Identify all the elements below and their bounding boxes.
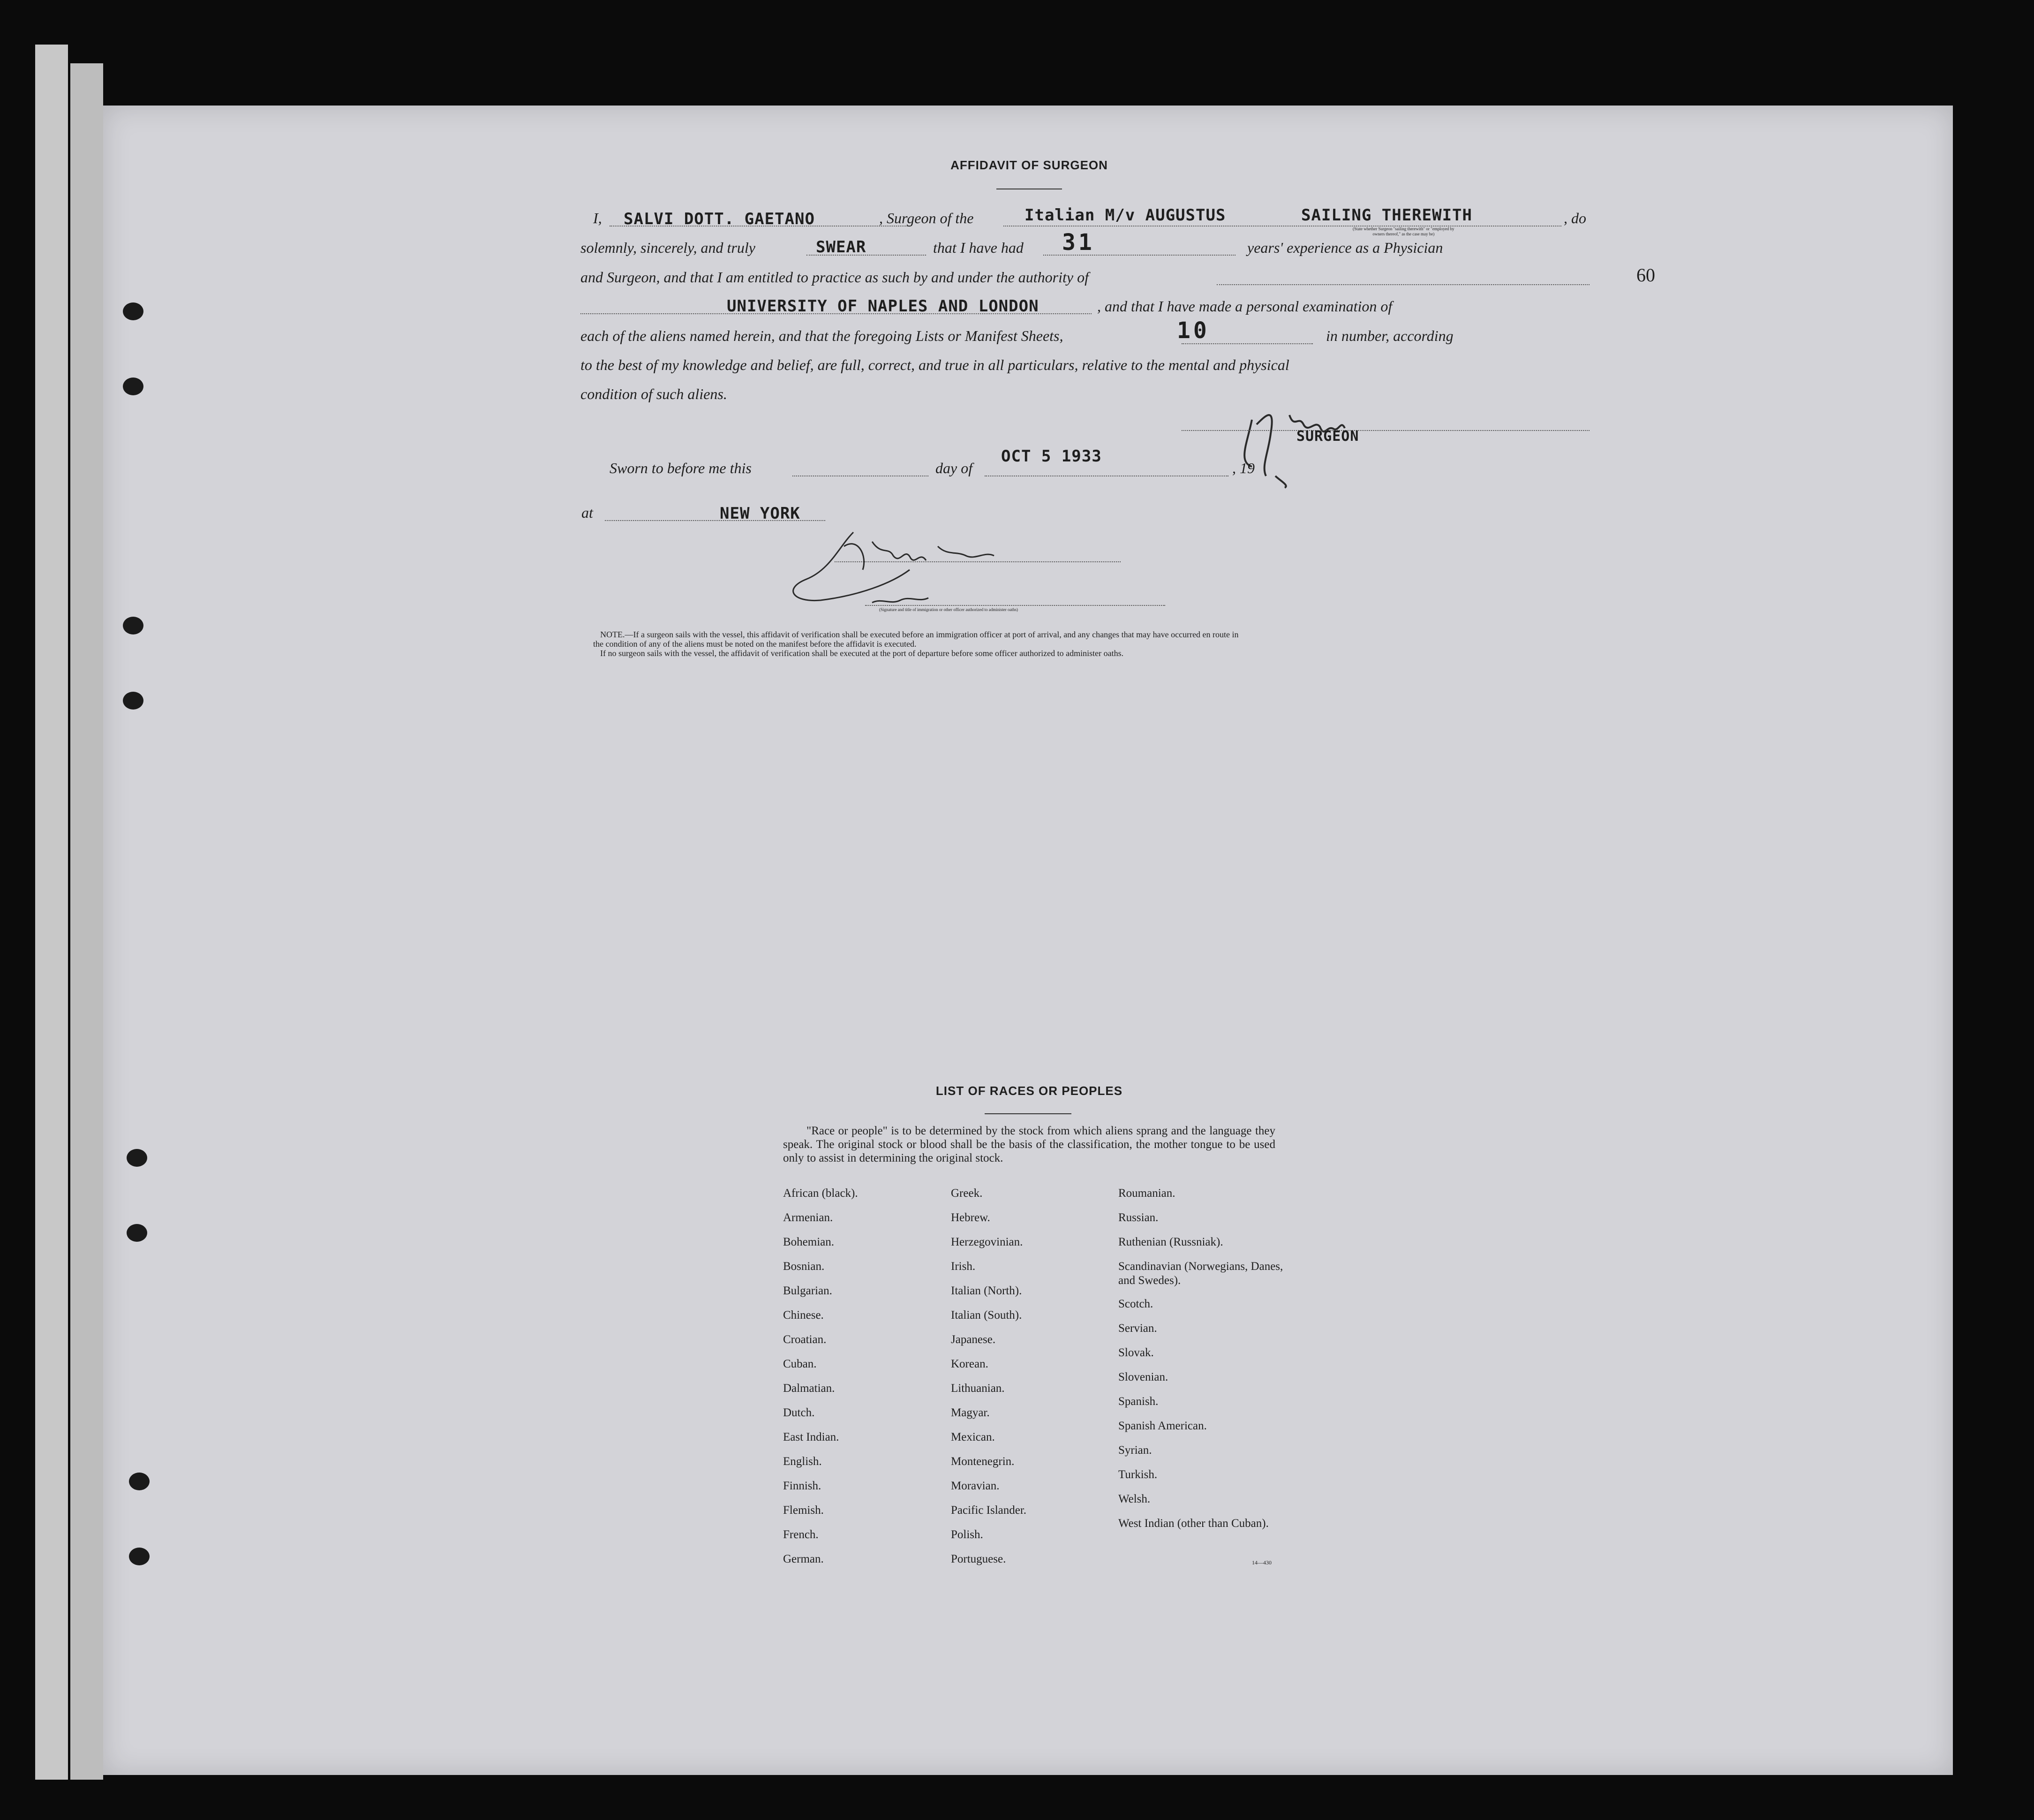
binder-hole (127, 1149, 147, 1167)
manifest-sheets-count: 10 (1177, 317, 1210, 344)
race-item: Pacific Islander. (951, 1504, 1027, 1517)
binder-hole (127, 1224, 147, 1242)
race-item: Servian. (1118, 1322, 1157, 1335)
note-line-2: the condition of any of the aliens must be noted on the manifest before the affidavit is executed. (593, 639, 917, 649)
race-item: Turkish. (1118, 1468, 1158, 1481)
affidavit-line-1-end: , do (1564, 210, 1586, 227)
oath-word: SWEAR (816, 238, 866, 257)
affidavit-line-2-mid: that I have had (933, 239, 1024, 256)
form-number: 14—430 (1252, 1559, 1272, 1566)
binder-hole (123, 617, 143, 634)
binder-hole (123, 692, 143, 710)
binder-hole (129, 1548, 150, 1565)
affidavit-line-5-end: in number, according (1326, 327, 1454, 344)
binder-hole (129, 1473, 150, 1490)
race-item: Slovak. (1118, 1346, 1154, 1359)
manifest-page (103, 106, 1953, 1775)
races-heading: LIST OF RACES OR PEOPLES (935, 1084, 1123, 1098)
race-item: Croatian. (783, 1333, 827, 1346)
race-item: Hebrew. (951, 1211, 990, 1224)
note-line-1: NOTE.—If a surgeon sails with the vessel, this affidavit of verification shall be executed before an immigration officer at port of arrival, and any changes that may have occurred en route in (600, 630, 1239, 639)
note-line-3: If no surgeon sails with the vessel, the affidavit of verification shall be executed at the port of departure before some officer authorized to administer oaths. (600, 649, 1124, 658)
race-item: Herzegovinian. (951, 1236, 1023, 1248)
race-item: German. (783, 1553, 824, 1565)
race-item: Flemish. (783, 1504, 824, 1517)
race-item: Moravian. (951, 1480, 1000, 1492)
affidavit-line-2-start: solemnly, sincerely, and truly (580, 239, 755, 256)
race-item: Syrian. (1118, 1444, 1152, 1457)
race-item: Chinese. (783, 1309, 824, 1322)
affidavit-line-5-start: each of the aliens named herein, and that the foregoing Lists or Manifest Sheets, (580, 327, 1063, 344)
years-experience: 31 (1062, 229, 1095, 256)
race-item: Montenegrin. (951, 1455, 1015, 1468)
affidavit-line-1-mid: , Surgeon of the (879, 210, 974, 227)
race-item: French. (783, 1528, 819, 1541)
race-item: Scandinavian (Norwegians, Danes, and Swedes). (1118, 1260, 1283, 1287)
race-item: Bohemian. (783, 1236, 835, 1248)
races-heading-rule (985, 1113, 1071, 1114)
race-item: Mexican. (951, 1431, 995, 1443)
affidavit-line-2-end: years' experience as a Physician (1247, 239, 1443, 256)
surgeon-signature-line (1182, 430, 1590, 431)
sailing-status: SAILING THEREWITH (1301, 206, 1472, 225)
race-item: Scotch. (1118, 1298, 1153, 1310)
vessel-field-line (1003, 226, 1561, 227)
sworn-day-label: day of (935, 460, 973, 476)
race-item: Korean. (951, 1358, 988, 1370)
race-item: Welsh. (1118, 1493, 1151, 1505)
race-item: Armenian. (783, 1211, 833, 1224)
race-item: Russian. (1118, 1211, 1159, 1224)
race-item: Japanese. (951, 1333, 996, 1346)
affidavit-line-1-start: I, (593, 210, 602, 227)
race-item: Portuguese. (951, 1553, 1006, 1565)
binder-edge (70, 63, 103, 1780)
affidavit-line-6: to the best of my knowledge and belief, are full, correct, and true in all particulars, relative to the mental and physical (580, 356, 1289, 373)
race-item: English. (783, 1455, 822, 1468)
sworn-date: OCT 5 1933 (1001, 447, 1102, 466)
race-item: Irish. (951, 1260, 976, 1273)
affidavit-line-4-end: , and that I have made a personal examination of (1097, 298, 1393, 315)
surgeon-name: SALVI DOTT. GAETANO (624, 210, 815, 228)
race-item: Spanish. (1118, 1395, 1159, 1408)
race-item: Magyar. (951, 1406, 990, 1419)
authority-field-line-a (1217, 284, 1590, 285)
officer-caption: (Signature and title of immigration or other officer authorized to administer oaths) (879, 607, 1018, 612)
status-note-2: owners thereof," as the case may be) (1372, 232, 1435, 236)
affidavit-heading: AFFIDAVIT OF SURGEON (950, 158, 1108, 172)
status-note (1353, 227, 1454, 237)
page-number: 60 (1636, 264, 1655, 286)
race-item: Polish. (951, 1528, 983, 1541)
affidavit-line-7: condition of such aliens. (580, 385, 727, 402)
sworn-year-label: , 19 (1232, 460, 1255, 476)
race-item: Spanish American. (1118, 1420, 1207, 1432)
race-item: Bulgarian. (783, 1284, 832, 1297)
sworn-line-start: Sworn to before me this (610, 460, 752, 476)
affidavit-line-3: and Surgeon, and that I am entitled to practice as such by and under the authority of (580, 269, 1089, 286)
race-item: Ruthenian (Russniak). (1118, 1236, 1223, 1248)
race-item: African (black). (783, 1187, 858, 1200)
race-item: Dalmatian. (783, 1382, 835, 1395)
race-item: Italian (South). (951, 1309, 1022, 1322)
officer-signature (788, 518, 1069, 621)
race-item: Slovenian. (1118, 1371, 1168, 1383)
race-item: West Indian (other than Cuban). (1118, 1517, 1269, 1530)
race-item: Italian (North). (951, 1284, 1022, 1297)
surgeon-title: SURGEON (1296, 428, 1359, 445)
race-item: Greek. (951, 1187, 983, 1200)
race-item: Roumanian. (1118, 1187, 1175, 1200)
at-label: at (581, 504, 593, 521)
races-intro: "Race or people" is to be determined by the stock from which aliens sprang and the language they speak. The original stock or blood shall be the basis of the classification, the mother tongue to be used only to assist in determining the original stock. (783, 1125, 1275, 1164)
officer-signature-line-1 (835, 561, 1121, 562)
sworn-place: NEW YORK (720, 504, 800, 523)
race-item: Dutch. (783, 1406, 815, 1419)
race-item: Finnish. (783, 1480, 821, 1492)
binder-spine (35, 45, 68, 1780)
authority-name: UNIVERSITY OF NAPLES AND LONDON (727, 297, 1039, 316)
binder-hole (123, 302, 143, 320)
vessel-name: Italian M/v AUGUSTUS (1025, 206, 1226, 225)
officer-signature-line-2 (865, 605, 1165, 606)
race-item: East Indian. (783, 1431, 839, 1443)
race-item: Cuban. (783, 1358, 817, 1370)
race-item: Bosnian. (783, 1260, 825, 1273)
status-note-1: (State whether Surgeon "sailing therewith" or "employed by (1353, 227, 1454, 231)
race-item: Lithuanian. (951, 1382, 1005, 1395)
binder-hole (123, 378, 143, 395)
